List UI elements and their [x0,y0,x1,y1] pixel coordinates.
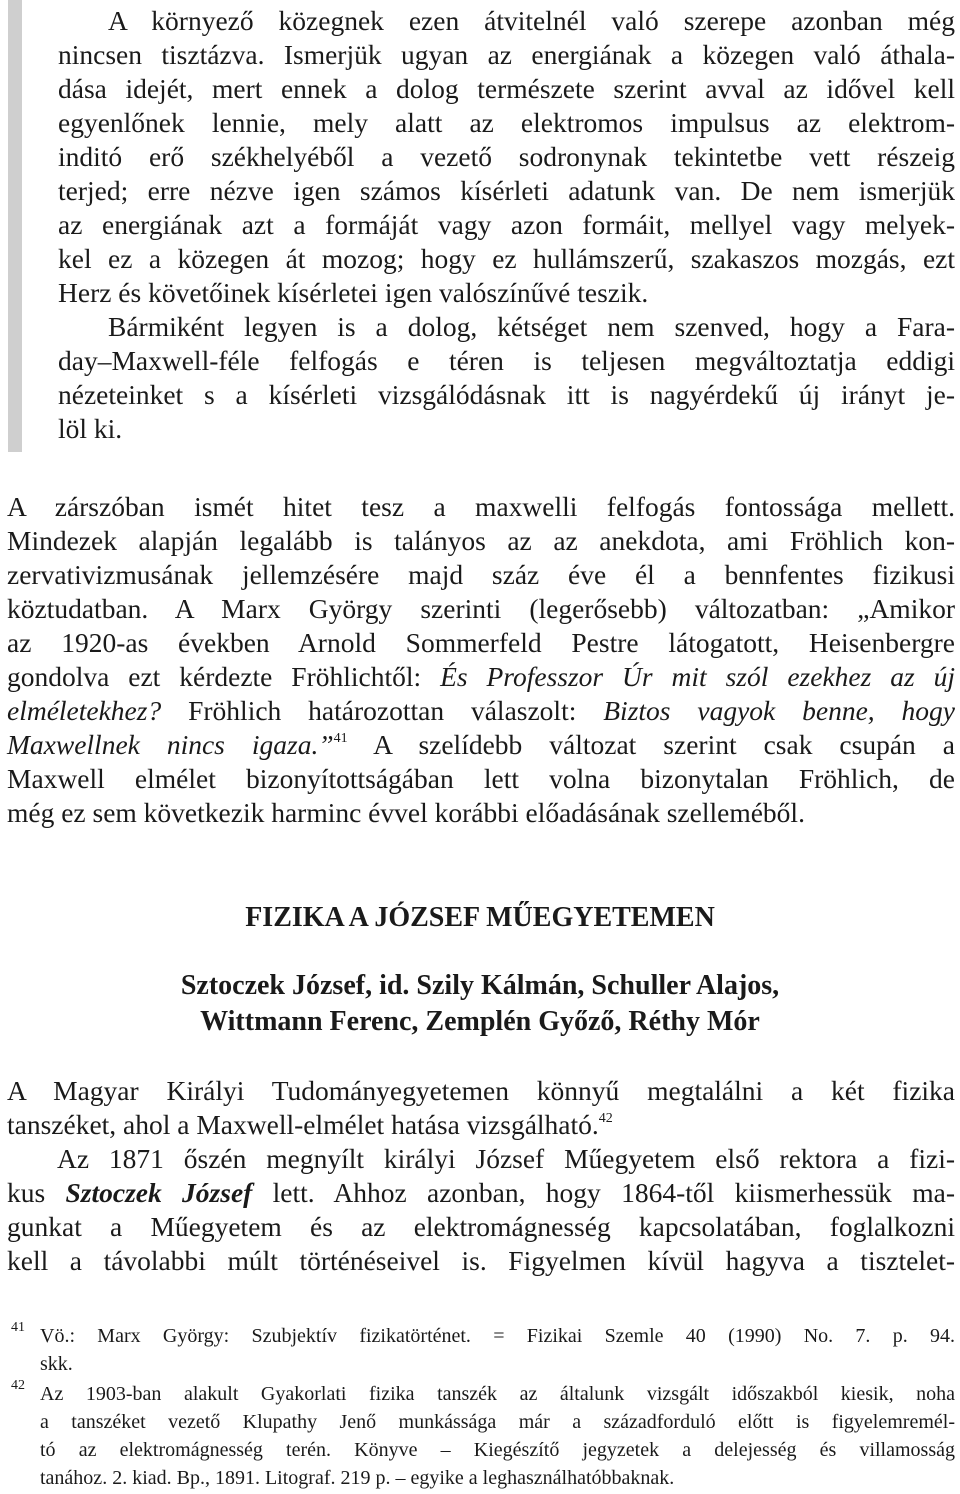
quote-bar [8,0,22,452]
body-line: az 1920-as években Arnold Sommerfeld Pestre látogatott, Heisenbergre [7,627,955,658]
text-run: kus [7,1177,66,1208]
body-line: köztudatban. A Marx György szerinti (legerősebb) változatban: „Amikor [7,593,955,624]
footnote-line: tanához. 2. kiad. Bp., 1891. Litograf. 219 p. – egyike a leghasználhatóbbaknak. [40,1467,675,1489]
footnote-ref: 41 [333,731,348,746]
quote-line: nézeteinket s a kísérleti vizsgálódásnak itt is nagyérdekű új irányt je- [58,379,955,410]
body-line: Az 1871 őszén megnyílt királyi József Műegyetem első rektora a fizi- [57,1143,955,1174]
body-line [7,694,955,728]
text-run: gondolva ezt kérdezte Fröhlichtől: [7,661,441,692]
person-name: Sztoczek József [65,1177,253,1208]
quoted-question: És Professzor Úr mit szól ezekhez az új [440,661,955,692]
section-title: FIZIKA A JÓZSEF MŰEGYETEMEN [245,902,715,933]
footnote-number: 41 [11,1320,25,1335]
footnote-ref: 42 [598,1111,613,1126]
body-line: Maxwell elmélet bizonyítottságában lett volna bizonytalan Fröhlich, de [7,763,955,794]
body-line: gunkat a Műegyetem és az elektromágnesség kapcsolatában, foglalkozni [7,1211,955,1242]
quote-line: inditó erő székhelyéből a vezető sodronynak tekintetbe vett részeig [58,141,955,172]
body-line: zervativizmusának jellemzésére majd száz éve él a bennfentes fizikusi [7,559,955,590]
footnote-line: Az 1903-ban alakult Gyakorlati fizika tanszék az általunk vizsgált időszakból kiesik, noha [40,1383,955,1405]
footnote-line: a tanszéket vezető Klupathy Jenő munkássága már a századforduló előtt is figyelemremél- [40,1411,955,1433]
body-line: Mindezek alapján legalább is talányos az az anekdota, ami Fröhlich kon- [7,525,955,556]
text-run: tanszéket, ahol a Maxwell-elmélet hatása vizsgálható. [7,1109,599,1140]
body-line [7,1176,955,1210]
quoted-question: elméletekhez? [7,695,162,726]
footnote-line: Vö.: Marx György: Szubjektív fizikatörténet. = Fizikai Szemle 40 (1990) No. 7. p. 94. [40,1325,955,1347]
quoted-answer: Maxwellnek nincs igaza.” [7,729,334,760]
section-subtitle: Sztoczek József, id. Szily Kálmán, Schuller Alajos, [180,970,780,1001]
body-line [7,1108,955,1142]
quote-line: az energiának azt a formáját vagy azon formáit, mellyel vagy melyek- [58,209,955,240]
quote-line: Bármiként legyen is a dolog, kétséget nem szenved, hogy a Fara- [108,311,955,342]
body-line [7,728,955,762]
quote-line: Herz és követőinek kísérletei igen valószínűvé teszik. [58,277,649,308]
quoted-answer: Biztos vagyok benne, hogy [603,695,956,726]
quote-line: day–Maxwell-féle felfogás e téren is teljesen megváltoztatja eddigi [58,345,955,376]
body-line [7,660,955,694]
quote-line: kel ez a közegen át mozog; hogy ez hullámszerű, szakaszos mozgás, ezt [58,243,955,274]
footnote-number: 42 [11,1378,25,1393]
text-run: lett. Ahhoz azonban, hogy 1864-től kiismerhessük ma- [252,1177,955,1208]
text-run: A szelídebb változat szerint csak csupán a [347,729,955,760]
section-subtitle: Wittmann Ferenc, Zemplén Győző, Réthy Mór [200,1006,760,1037]
body-line: kell a távolabbi múlt történéseivel is. Figyelmen kívül hagyva a tisztelet- [7,1245,955,1276]
quote-line: terjed; erre nézve igen számos kísérleti adatunk van. De nem ismerjük [58,175,955,206]
quote-line: nincsen tisztázva. Ismerjük ugyan az energiának a közegen való áthala- [58,39,955,70]
quote-line: A környező közegnek ezen átvitelnél való szerepe azonban még [108,5,955,36]
body-line: A Magyar Királyi Tudományegyetemen könnyű megtalálni a két fizika [7,1075,955,1106]
body-line: A zárszóban ismét hitet tesz a maxwelli felfogás fontossága mellett. [7,491,955,522]
footnote-line: tó az elektromágnesség terén. Könyve – Kiegészítő jegyzetek a delejesség és villamosság [40,1439,955,1461]
footnote-line: skk. [40,1353,73,1375]
body-line: még ez sem következik harminc évvel korábbi előadásának szelleméből. [7,797,805,828]
quote-line: dása idejét, mert ennek a dolog természete szerint avval az idővel kell [58,73,955,104]
quote-line: löl ki. [58,413,123,444]
text-run: Fröhlich határozottan válaszolt: [161,695,604,726]
quote-line: egyenlőnek lennie, mely alatt az elektromos impulsus az elektrom- [58,107,955,138]
